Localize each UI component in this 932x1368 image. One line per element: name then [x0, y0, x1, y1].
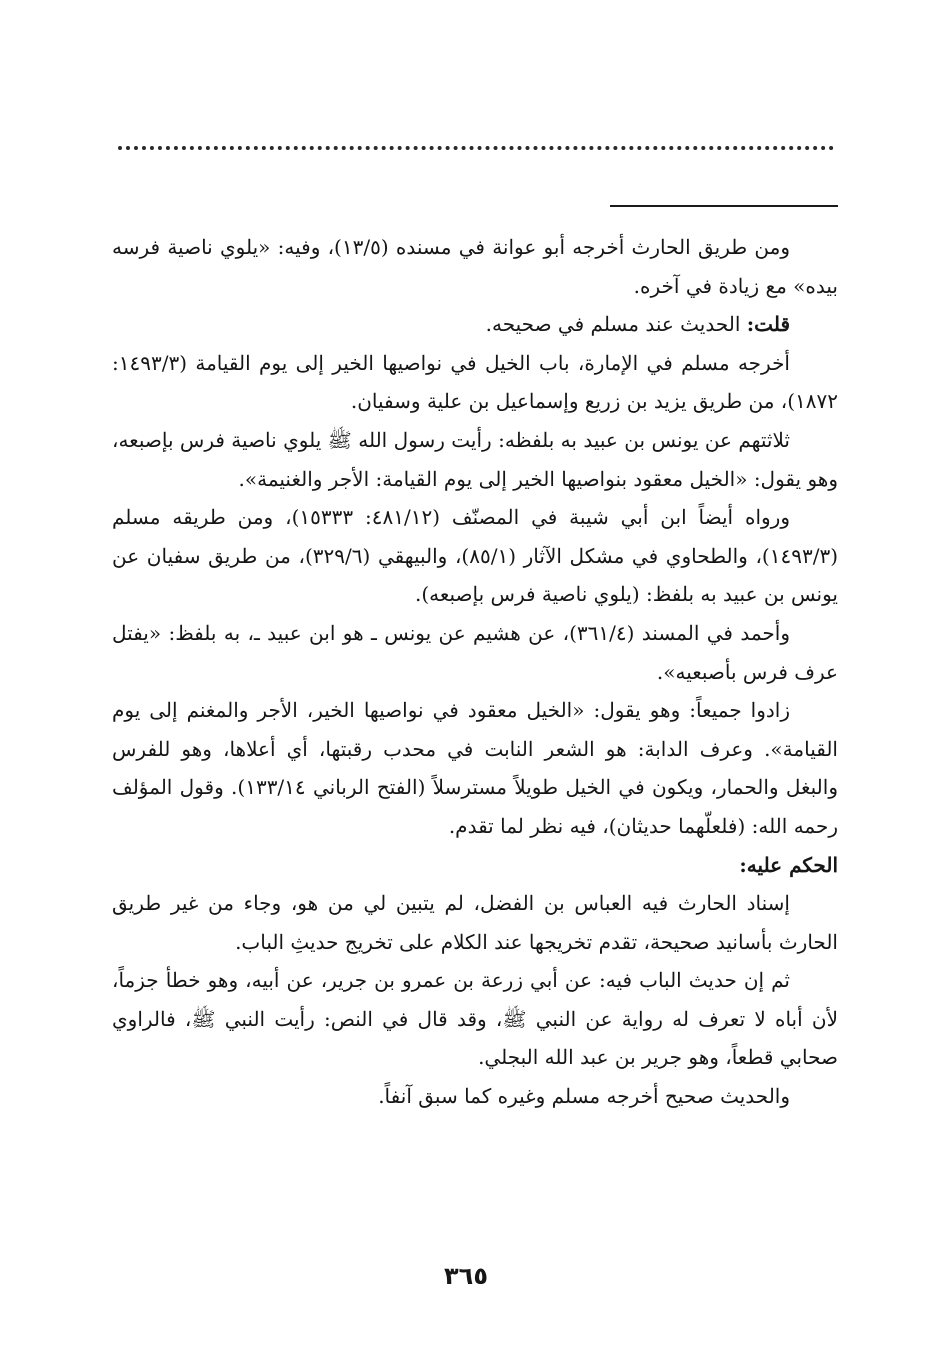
paragraph-muslim-imara: أخرجه مسلم في الإمارة، باب الخيل في نواصيها الخير إلى يوم القيامة (١٤٩٣/٣: ١٨٧٢)، من طريق يزيد بن زريع وإسماعيل بن علية وسفيان. [112, 350, 838, 414]
paragraph-thalathatuhum: ثلاثتهم عن يونس بن عبيد به بلفظه: رأيت رسول الله ﷺ يلوي ناصية فرس بإصبعه، وهو يقول: «الخيل معقود بنواصيها الخير إلى يوم القيامة: الأجر والغنيمة». [112, 427, 838, 491]
paragraph-thumma: ثم إن حديث الباب فيه: عن أبي زرعة بن عمرو بن جرير، عن أبيه، وهو خطأ جزماً، لأن أباه لا تعرف له رواية عن النبي ﷺ، وقد قال في النص: رأيت النبي ﷺ، فالراوي صحابي قطعاً، وهو جرير بن عبد الله البجلي. [112, 968, 838, 1070]
paragraph-conclusion: والحديث صحيح أخرجه مسلم وغيره كما سبق آنفاً. [378, 1084, 790, 1109]
paragraph-abu-awana: ومن طريق الحارث أخرجه أبو عوانة في مسنده (١٣/٥)، وفيه: «يلوي ناصية فرسه بيده» مع زيادة في آخره. [112, 235, 838, 298]
section-heading-hukm: الحكم عليه: [739, 852, 838, 877]
paragraph-zadu: زادوا جميعاً: وهو يقول: «الخيل معقود في نواصيها الخير، الأجر والمغنم إلى يوم القيامة». وعرف الدابة: هو الشعر النابت في محدب رقبتها، أي أعلاها، وهو للفرس والبغل والحمار، ويكون في الخيل طويلاً مسترسلاً (الفتح الرباني ١٣٣/١٤). وقول المؤلف رحمه الله: (فلعلّهما حديثان)، فيه نظر لما تقدم. [112, 698, 838, 838]
paragraph-isnad: إسناد الحارث فيه العباس بن الفضل، لم يتبين لي من هو، وجاء من غير طريق الحارث بأسانيد صحيحة، تقدم تخريجها عند الكلام على تخريج حديثِ الباب. [112, 891, 838, 954]
page-number: ٣٦٥ [444, 1262, 488, 1290]
qult-text: الحديث عند مسلم في صحيحه. [485, 312, 747, 337]
paragraph-ahmad: وأحمد في المسند (٣٦١/٤)، عن هشيم عن يونس ـ هو ابن عبيد ـ، به بلفظ: «يفتل عرف فرس بأصبعيه». [112, 620, 838, 684]
footnote-rule [610, 205, 838, 207]
paragraph-qult [112, 305, 838, 344]
paragraph-ibn-abi-shayba: ورواه أيضاً ابن أبي شيبة في المصنّف (٤٨١/١٢: ١٥٣٣٣)، ومن طريقه مسلم (١٤٩٣/٣)، والطحاوي في مشكل الآثار (٨٥/١)، والبيهقي (٣٢٩/٦)، من طريق سفيان عن يونس بن عبيد به بلفظ: (يلوي ناصية فرس بإصبعه). [112, 505, 838, 607]
dotted-separator [118, 146, 834, 150]
qult-label: قلت: [746, 312, 790, 337]
body-text [112, 228, 838, 1116]
